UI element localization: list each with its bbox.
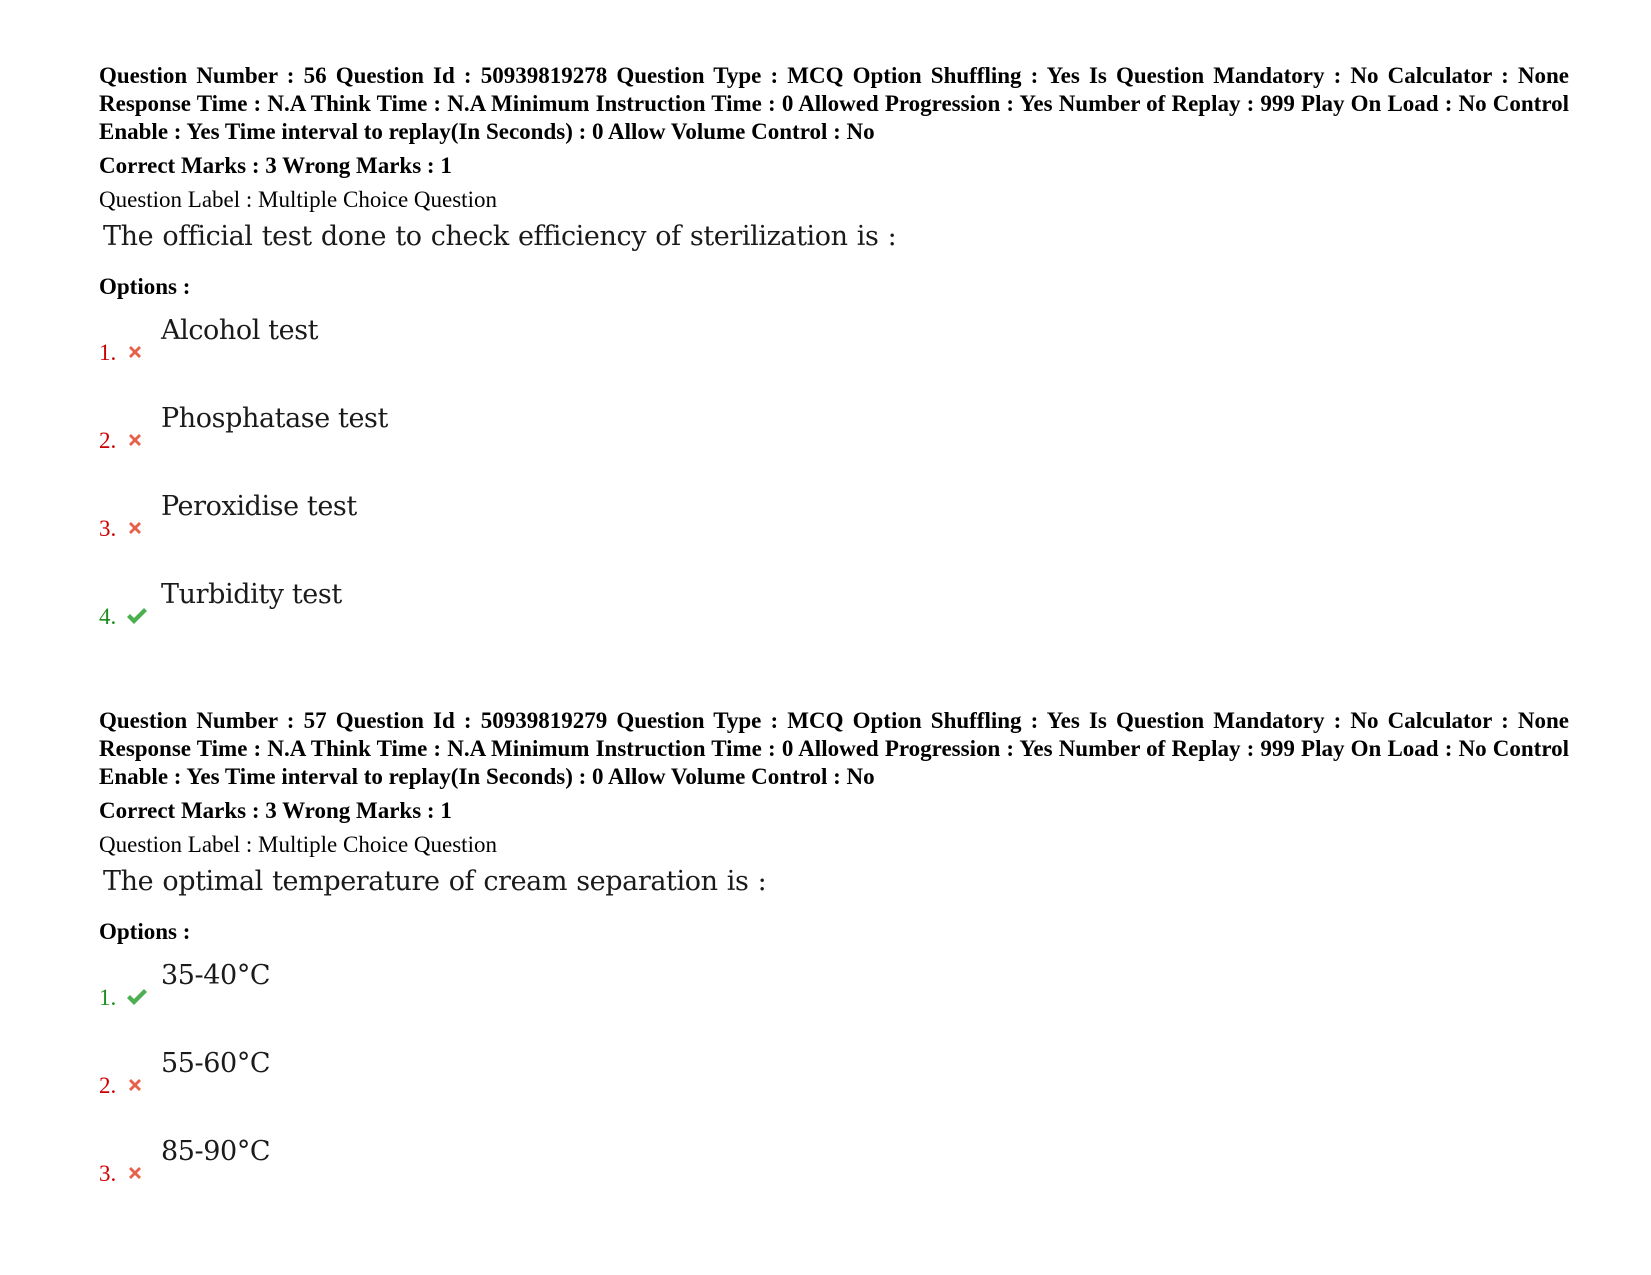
option-number: 1.: [99, 340, 117, 365]
option-number: 4.: [99, 604, 117, 629]
cross-icon: [125, 430, 145, 450]
option-1: [99, 305, 1569, 393]
cross-icon: [125, 1163, 145, 1183]
option-number: 3.: [99, 516, 117, 541]
option-number: 2.: [99, 428, 117, 453]
option-4: [99, 569, 1569, 657]
option-3: [99, 1126, 1569, 1214]
option-number: 2.: [99, 1073, 117, 1098]
cross-icon: [125, 518, 145, 538]
option-text: 85-90°C: [161, 1136, 271, 1167]
option-number: 3.: [99, 1161, 117, 1186]
question-marks: Correct Marks : 3 Wrong Marks : 1: [99, 798, 452, 823]
question-text: The optimal temperature of cream separation is :: [103, 866, 767, 897]
check-icon: [125, 987, 149, 1007]
question-label: Question Label : Multiple Choice Question: [99, 832, 497, 857]
option-2: [99, 1038, 1569, 1126]
question-text: The official test done to check efficiency of sterilization is :: [103, 221, 897, 252]
question-meta: Question Number : 57 Question Id : 50939819279 Question Type : MCQ Option Shuffling : Yes Is Question Mandatory : No Calculator : None Response Time : N.A Think Time : N.A Minimum Instruction Time : 0 Allowed Progression : Yes Number of Replay : 999 Play On Load : No Control Enable : Yes Time interval to replay(In Seconds) : 0 Allow Volume Control : No: [99, 708, 1569, 789]
cross-icon: [125, 1075, 145, 1095]
question-56: [99, 62, 1569, 657]
question-57: [99, 707, 1569, 1214]
option-text: Turbidity test: [161, 579, 342, 610]
question-marks: Correct Marks : 3 Wrong Marks : 1: [99, 153, 452, 178]
options-heading: Options :: [99, 919, 191, 944]
check-icon: [125, 606, 149, 626]
option-text: Peroxidise test: [161, 491, 357, 522]
option-3: [99, 481, 1569, 569]
question-meta: Question Number : 56 Question Id : 50939819278 Question Type : MCQ Option Shuffling : Yes Is Question Mandatory : No Calculator : None Response Time : N.A Think Time : N.A Minimum Instruction Time : 0 Allowed Progression : Yes Number of Replay : 999 Play On Load : No Control Enable : Yes Time interval to replay(In Seconds) : 0 Allow Volume Control : No: [99, 63, 1569, 144]
option-number: 1.: [99, 985, 117, 1010]
option-2: [99, 393, 1569, 481]
option-text: 35-40°C: [161, 960, 271, 991]
option-text: Alcohol test: [161, 315, 319, 346]
option-text: 55-60°C: [161, 1048, 271, 1079]
option-1: [99, 950, 1569, 1038]
cross-icon: [125, 342, 145, 362]
options-heading: Options :: [99, 274, 191, 299]
question-label: Question Label : Multiple Choice Question: [99, 187, 497, 212]
option-text: Phosphatase test: [161, 403, 388, 434]
